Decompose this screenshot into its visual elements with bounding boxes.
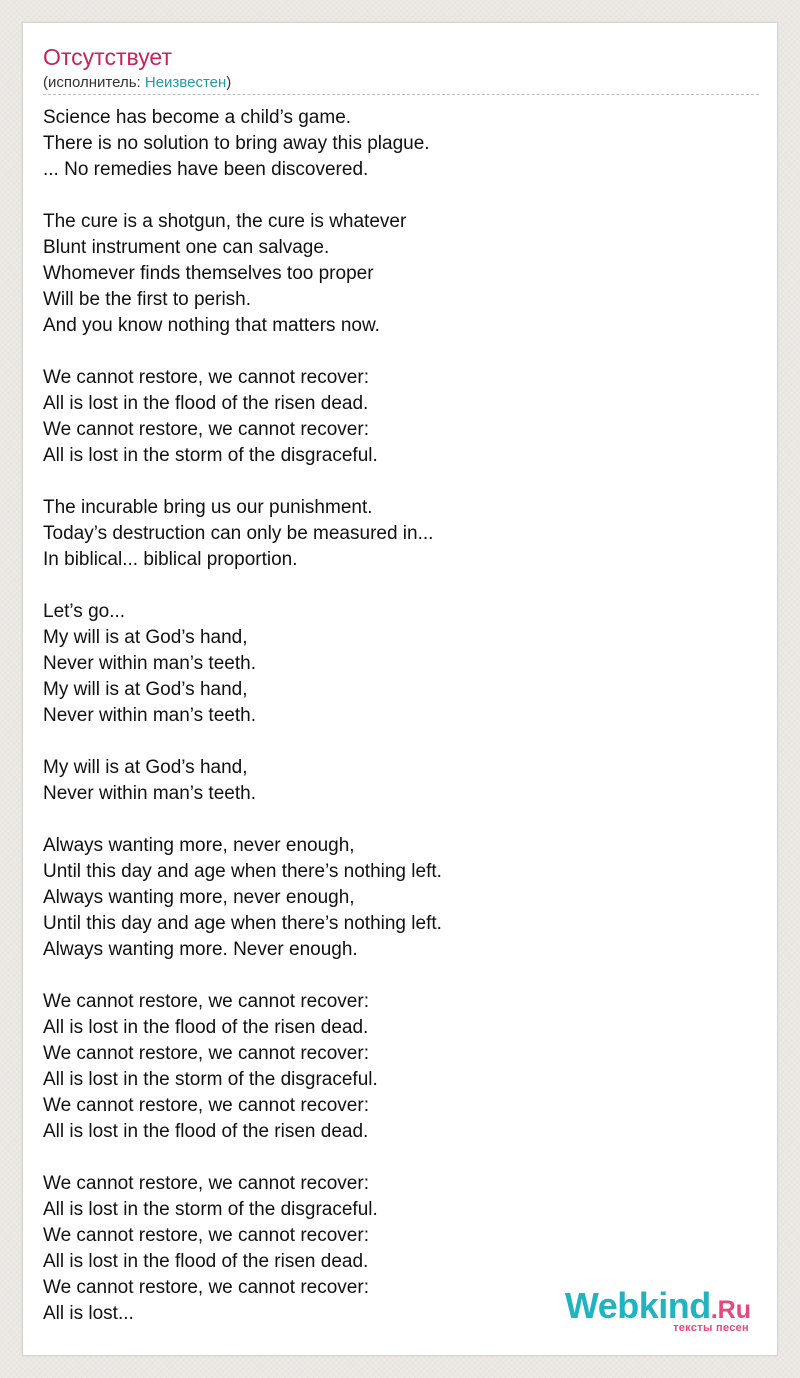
site-logo[interactable] <box>564 1285 751 1334</box>
artist-line <box>43 74 231 92</box>
lyrics-line: Whomever finds themselves too proper <box>43 263 374 284</box>
lyrics-line: We cannot restore, we cannot recover: <box>43 991 369 1012</box>
lyrics-card <box>22 22 778 1356</box>
title-divider <box>43 94 759 95</box>
lyrics-line: We cannot restore, we cannot recover: <box>43 1043 369 1064</box>
lyrics-line: All is lost in the flood of the risen dead. <box>43 1121 369 1142</box>
lyrics-line: All is lost in the flood of the risen dead. <box>43 1251 369 1272</box>
song-title: Отсутствует <box>43 44 172 70</box>
lyrics-line: ... No remedies have been discovered. <box>43 159 369 180</box>
lyrics-line: All is lost in the flood of the risen dead. <box>43 1017 369 1038</box>
lyrics-line: We cannot restore, we cannot recover: <box>43 1095 369 1116</box>
lyrics-stanza <box>43 599 743 729</box>
lyrics-line: Science has become a child’s game. <box>43 107 352 128</box>
lyrics-line: And you know nothing that matters now. <box>43 315 380 336</box>
lyrics-line: Never within man’s teeth. <box>43 653 256 674</box>
lyrics-line: All is lost in the storm of the disgraceful. <box>43 1199 378 1220</box>
lyrics-line: We cannot restore, we cannot recover: <box>43 1225 369 1246</box>
lyrics-line: Never within man’s teeth. <box>43 783 256 804</box>
logo-wordmark: Webkind <box>564 1285 711 1326</box>
artist-link[interactable]: Неизвестен <box>144 74 227 91</box>
lyrics-line: All is lost in the storm of the disgraceful. <box>43 445 378 466</box>
lyrics-stanza <box>43 833 743 963</box>
artist-prefix: (исполнитель: <box>43 74 145 91</box>
lyrics-line: Always wanting more, never enough, <box>43 887 355 908</box>
lyrics-line: The cure is a shotgun, the cure is whatever <box>43 211 407 232</box>
lyrics-line: Always wanting more, never enough, <box>43 835 355 856</box>
lyrics-line: Blunt instrument one can salvage. <box>43 237 330 258</box>
lyrics-line: Until this day and age when there’s nothing left. <box>43 861 442 882</box>
lyrics-stanza <box>43 755 743 807</box>
artist-suffix: ) <box>226 74 232 91</box>
lyrics-line: My will is at God’s hand, <box>43 757 248 778</box>
lyrics-line: In biblical... biblical proportion. <box>43 549 298 570</box>
lyrics-stanza <box>43 365 743 469</box>
lyrics-line: My will is at God’s hand, <box>43 679 248 700</box>
lyrics-line: My will is at God’s hand, <box>43 627 248 648</box>
lyrics-line: We cannot restore, we cannot recover: <box>43 1173 369 1194</box>
lyrics-stanza <box>43 989 743 1145</box>
lyrics-line: All is lost... <box>43 1303 134 1324</box>
logo-tagline: тексты песен <box>673 1322 749 1334</box>
lyrics-line: Let’s go... <box>43 601 126 622</box>
lyrics-line: All is lost in the storm of the disgraceful. <box>43 1069 378 1090</box>
lyrics-stanza <box>43 209 743 339</box>
lyrics-body <box>43 105 743 1327</box>
lyrics-line: We cannot restore, we cannot recover: <box>43 1277 369 1298</box>
logo-tld: .Ru <box>710 1296 751 1324</box>
lyrics-line: Always wanting more. Never enough. <box>43 939 358 960</box>
lyrics-line: Never within man’s teeth. <box>43 705 256 726</box>
lyrics-line: All is lost in the flood of the risen dead. <box>43 393 369 414</box>
lyrics-stanza <box>43 495 743 573</box>
lyrics-line: We cannot restore, we cannot recover: <box>43 367 369 388</box>
lyrics-stanza <box>43 105 743 183</box>
lyrics-line: Until this day and age when there’s nothing left. <box>43 913 442 934</box>
lyrics-line: We cannot restore, we cannot recover: <box>43 419 369 440</box>
lyrics-line: Will be the first to perish. <box>43 289 252 310</box>
lyrics-line: The incurable bring us our punishment. <box>43 497 373 518</box>
lyrics-line: There is no solution to bring away this plague. <box>43 133 430 154</box>
lyrics-line: Today’s destruction can only be measured in... <box>43 523 434 544</box>
